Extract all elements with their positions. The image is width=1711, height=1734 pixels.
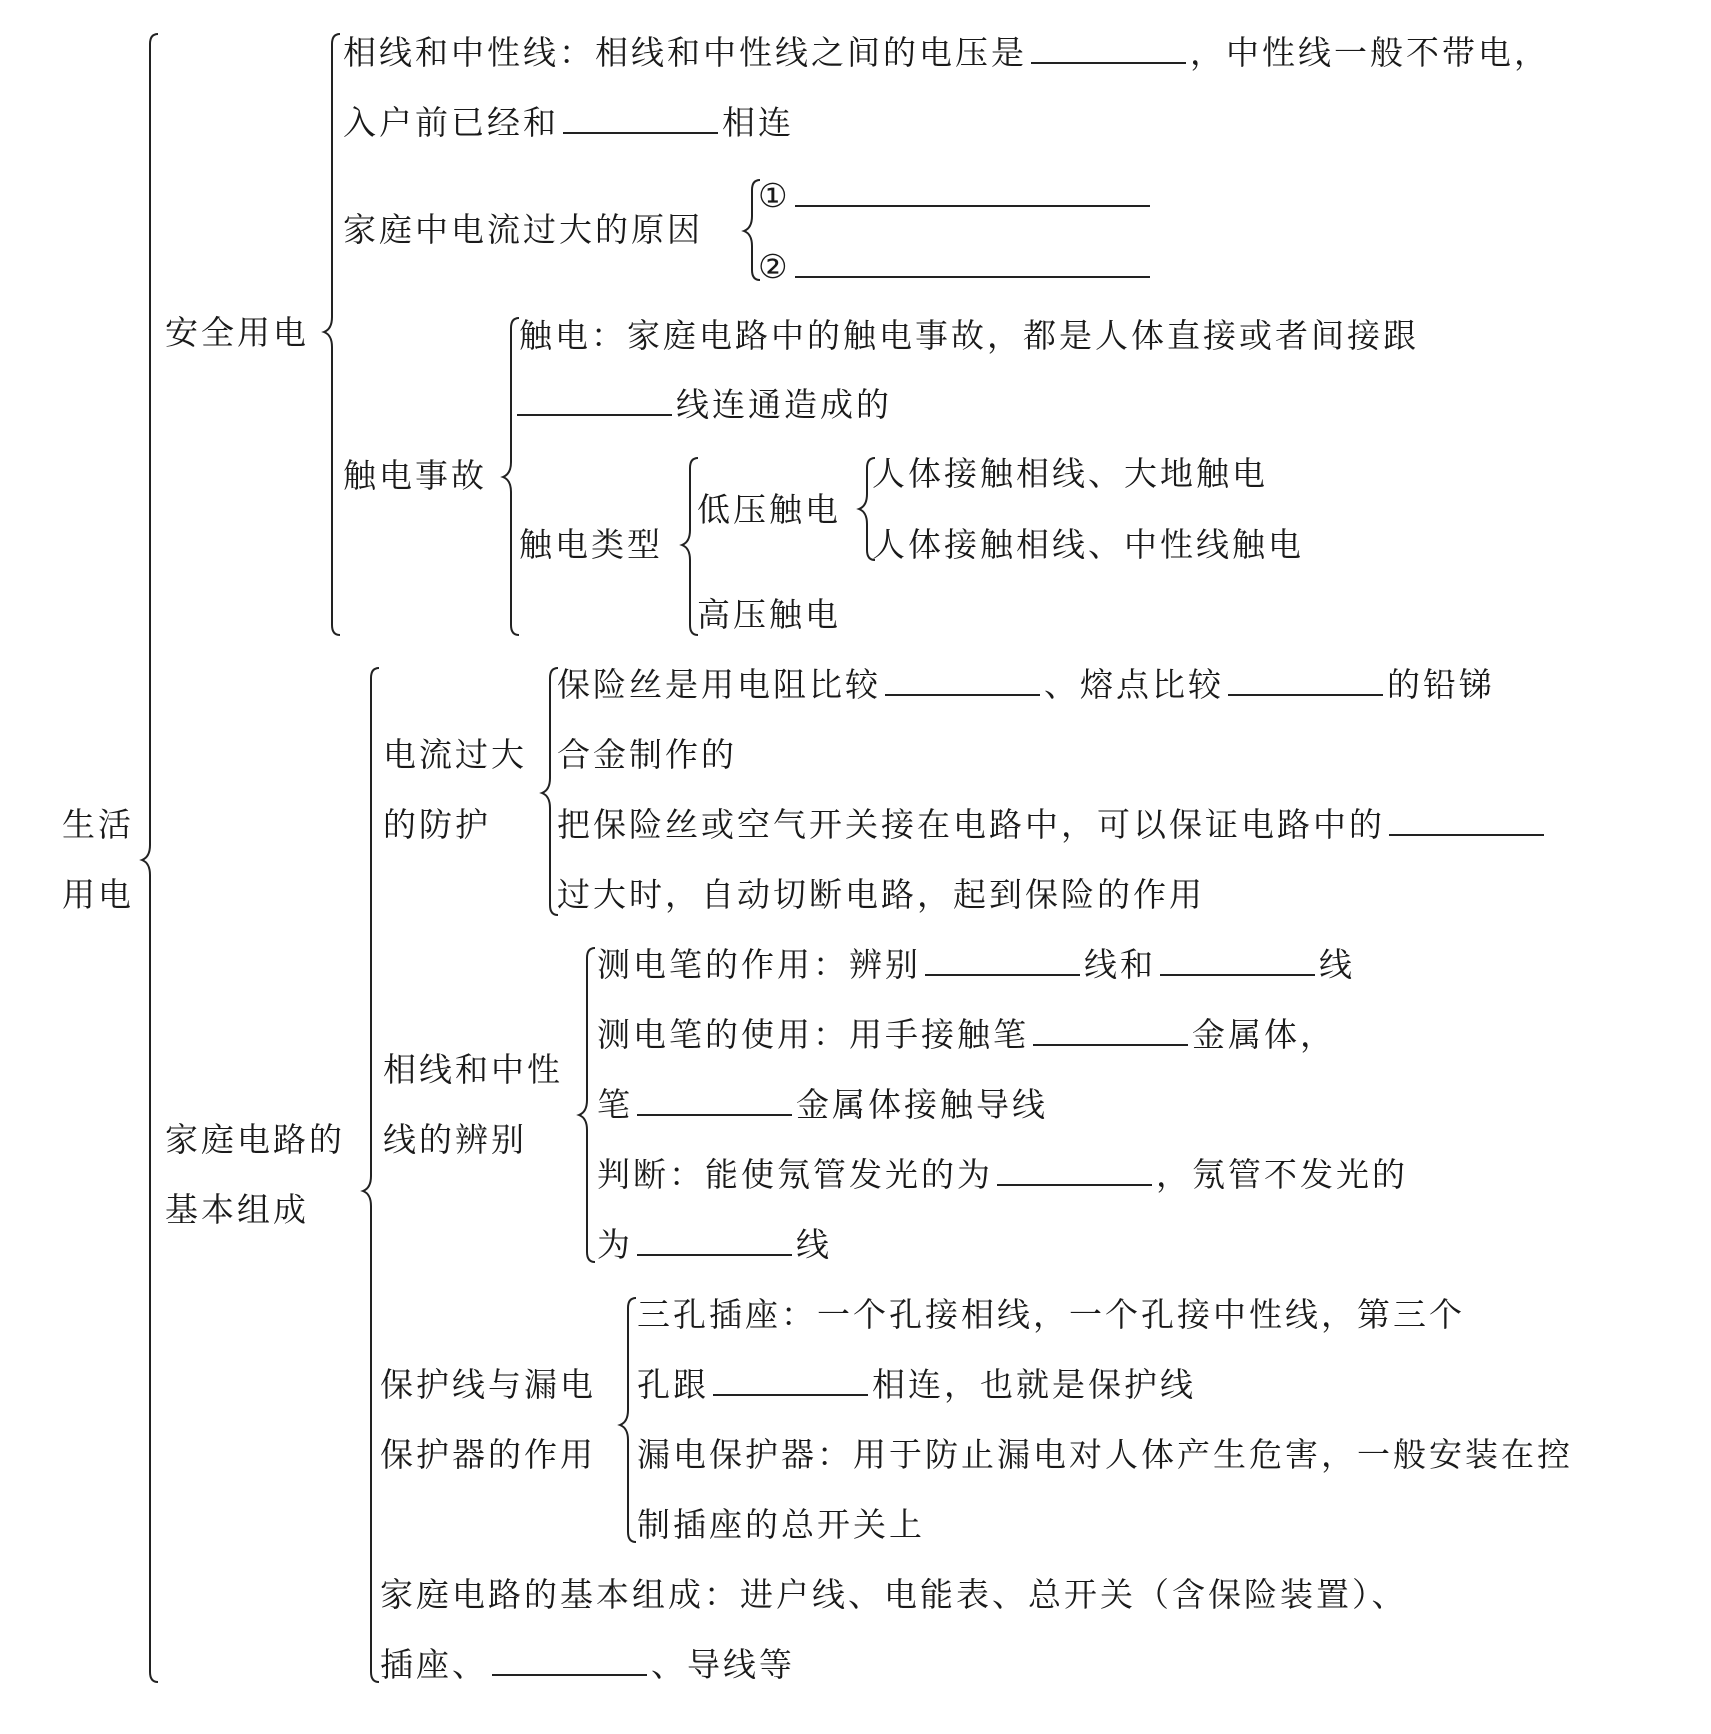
blank-pen-use-2[interactable]	[637, 1086, 792, 1116]
root-label-line2: 用电	[62, 875, 134, 914]
pen-role-text-b: 线和	[1084, 945, 1156, 984]
brace-root	[142, 34, 158, 1682]
pen-role-line	[597, 945, 1355, 985]
fuse-text-b: 、熔点比较	[1044, 665, 1224, 704]
cause-1	[758, 176, 1154, 216]
brace-accident	[503, 318, 519, 635]
basic-text-c: 、导线等	[651, 1645, 795, 1684]
basic-line2	[380, 1645, 795, 1685]
fuse-line2: 合金制作的	[557, 735, 737, 774]
protect-label-line1: 电流过大	[383, 735, 527, 774]
fuse-text-a: 保险丝是用电阻比较	[557, 665, 881, 704]
fuse-line1	[557, 665, 1495, 705]
phase-neutral-text-a: 相线和中性线：相线和中性线之间的电压是	[343, 33, 1027, 72]
shock-line2	[517, 385, 892, 425]
blank-cause-1[interactable]	[795, 177, 1150, 207]
socket-line1: 三孔插座：一个孔接相线，一个孔接中性线，第三个	[637, 1295, 1465, 1334]
judge-text-a: 判断：能使氖管发光的为	[597, 1155, 993, 1194]
blank-socket-ground[interactable]	[713, 1366, 868, 1396]
shock-line1: 触电：家庭电路中的触电事故，都是人体直接或者间接跟	[519, 316, 1419, 355]
phase-neutral-text-d: 相连	[722, 103, 794, 142]
blank-neutral-connect[interactable]	[563, 104, 718, 134]
phase-neutral-line1	[343, 33, 1550, 73]
household-title-line1: 家庭电路的	[165, 1120, 345, 1159]
low-voltage-case-1: 人体接触相线、大地触电	[872, 454, 1268, 493]
leak-label-line1: 保护线与漏电	[380, 1365, 596, 1404]
high-voltage-label: 高压触电	[697, 595, 841, 634]
blank-judge-1[interactable]	[997, 1156, 1152, 1186]
judge-line2	[597, 1225, 832, 1265]
brace-safety	[324, 34, 340, 635]
root-label-line1: 生活	[62, 805, 134, 844]
switch-line2: 过大时，自动切断电路，起到保险的作用	[557, 875, 1205, 914]
overcurrent-cause-label: 家庭中电流过大的原因	[343, 210, 703, 249]
low-voltage-label: 低压触电	[697, 490, 841, 529]
brace-identify	[579, 948, 595, 1262]
low-voltage-case-2: 人体接触相线、中性线触电	[872, 525, 1304, 564]
blank-fuse-resistance[interactable]	[885, 666, 1040, 696]
rcd-line2: 制插座的总开关上	[637, 1505, 925, 1544]
blank-pen-role-2[interactable]	[1160, 946, 1315, 976]
pen-role-text-c: 线	[1319, 945, 1355, 984]
judge-text-c: 为	[597, 1225, 633, 1264]
shock-text-b: 线连通造成的	[676, 385, 892, 424]
judge-text-b: ，氖管不发光的	[1156, 1155, 1408, 1194]
shock-types-label: 触电类型	[519, 525, 663, 564]
cause-1-marker: ①	[758, 176, 791, 215]
blank-pen-role-1[interactable]	[925, 946, 1080, 976]
pen-use-text-c: 笔	[597, 1085, 633, 1124]
judge-text-d: 线	[796, 1225, 832, 1264]
brace-household	[363, 668, 379, 1682]
pen-role-text-a: 测电笔的作用：辨别	[597, 945, 921, 984]
phase-neutral-line2	[343, 103, 794, 143]
leak-label-line2: 保护器的作用	[380, 1435, 596, 1474]
judge-line1	[597, 1155, 1408, 1195]
protect-label-line2: 的防护	[383, 805, 491, 844]
fuse-text-c: 的铅锑	[1387, 665, 1495, 704]
basic-text-b: 插座、	[380, 1645, 488, 1684]
socket-text-b: 孔跟	[637, 1365, 709, 1404]
pen-use-text-d: 金属体接触导线	[796, 1085, 1048, 1124]
pen-use-line1	[597, 1015, 1336, 1055]
blank-fuse-melting[interactable]	[1228, 666, 1383, 696]
socket-text-c: 相连，也就是保护线	[872, 1365, 1196, 1404]
phase-neutral-text-c: 入户前已经和	[343, 103, 559, 142]
blank-cause-2[interactable]	[795, 248, 1150, 278]
blank-shock-line[interactable]	[517, 386, 672, 416]
basic-line1: 家庭电路的基本组成：进户线、电能表、总开关（含保险装置）、	[380, 1575, 1408, 1614]
blank-switch-current[interactable]	[1389, 806, 1544, 836]
rcd-line1: 漏电保护器：用于防止漏电对人体产生危害，一般安装在控	[637, 1435, 1573, 1474]
switch-line1	[557, 805, 1548, 845]
identify-label-line1: 相线和中性	[383, 1050, 563, 1089]
identify-label-line2: 线的辨别	[383, 1120, 527, 1159]
household-title-line2: 基本组成	[165, 1190, 309, 1229]
socket-line2	[637, 1365, 1196, 1405]
safety-title: 安全用电	[165, 313, 309, 352]
cause-2-marker: ②	[758, 247, 791, 286]
blank-basic-component[interactable]	[492, 1646, 647, 1676]
accident-label: 触电事故	[343, 456, 487, 495]
blank-pen-use-1[interactable]	[1033, 1016, 1188, 1046]
brace-leak	[620, 1298, 636, 1542]
blank-voltage[interactable]	[1031, 34, 1186, 64]
pen-use-text-b: 金属体，	[1192, 1015, 1336, 1054]
blank-judge-2[interactable]	[637, 1226, 792, 1256]
brace-shock-types	[682, 458, 698, 635]
pen-use-line2	[597, 1085, 1048, 1125]
phase-neutral-text-b: ，中性线一般不带电，	[1190, 33, 1550, 72]
brace-protect	[542, 668, 558, 915]
switch-text-a: 把保险丝或空气开关接在电路中，可以保证电路中的	[557, 805, 1385, 844]
cause-2	[758, 247, 1154, 287]
pen-use-text-a: 测电笔的使用：用手接触笔	[597, 1015, 1029, 1054]
